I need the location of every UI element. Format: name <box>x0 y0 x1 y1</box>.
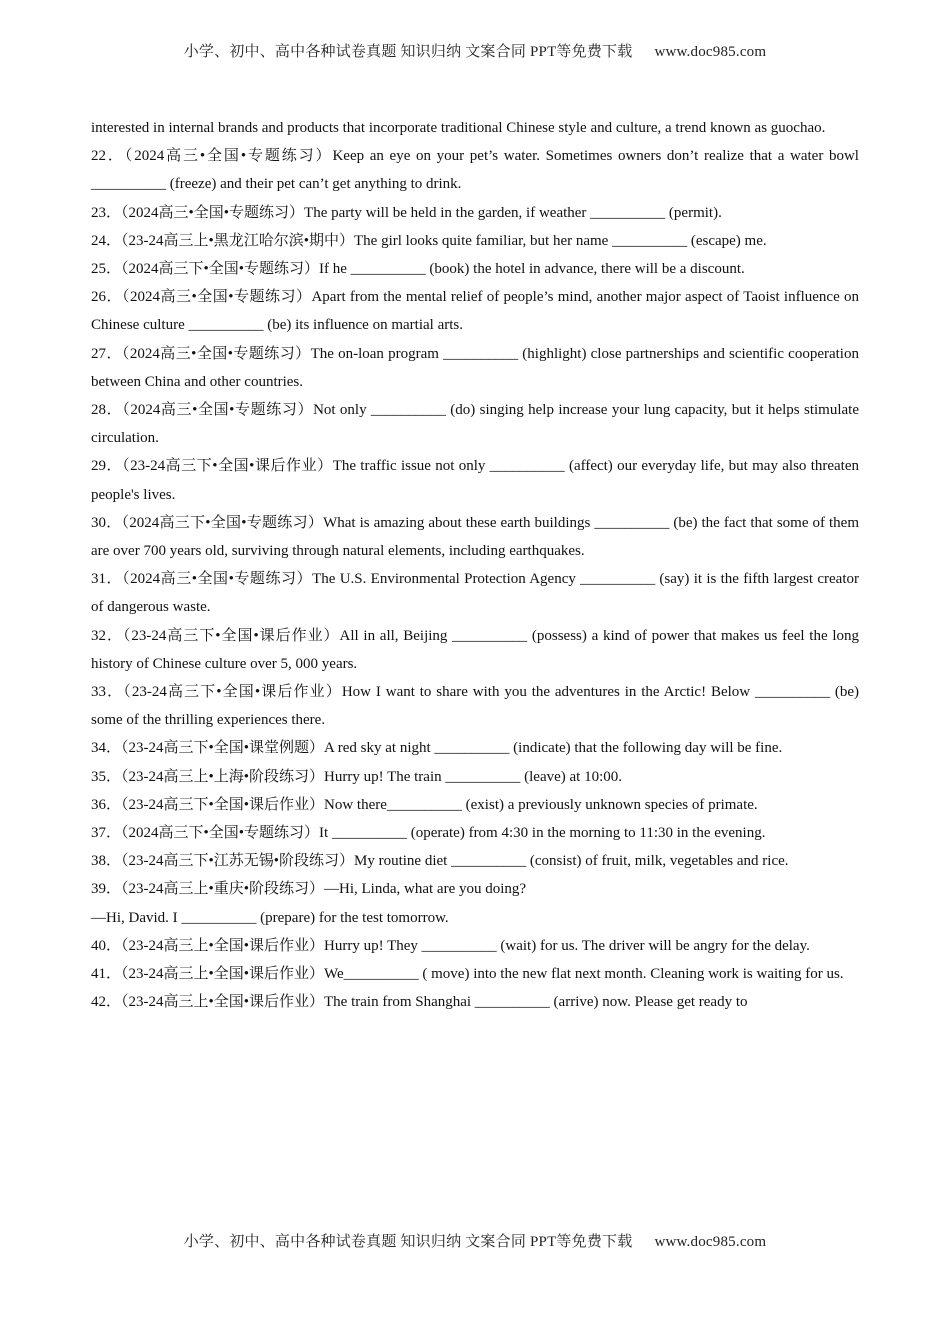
question-36 <box>91 791 859 819</box>
document-body <box>91 114 859 1017</box>
question-source: （2024高三下•全国•专题练习） <box>121 261 320 278</box>
question-source: （2024高三•全国•专题练习） <box>121 345 311 362</box>
question-text: The girl looks quite familiar, but her name __________ (escape) me. <box>354 232 767 249</box>
question-source: （2024高三下•全国•专题练习） <box>121 514 324 531</box>
question-source: （23-24高三上•全国•课后作业） <box>121 994 325 1011</box>
question-24 <box>91 227 859 255</box>
question-number: 25． <box>91 261 122 278</box>
question-number: 42． <box>91 994 122 1011</box>
question-text: Not only __________ (do) singing help increase your lung capacity, but it helps stimulate circulation. <box>91 402 859 447</box>
question-number: 24． <box>91 232 122 249</box>
question-23 <box>91 199 859 227</box>
question-source: （23-24高三上•重庆•阶段练习） <box>121 881 325 898</box>
question-number: 35． <box>91 768 122 785</box>
question-number: 32． <box>91 627 123 644</box>
question-text: The party will be held in the garden, if weather __________ (permit). <box>304 204 722 221</box>
question-22 <box>91 142 859 198</box>
question-source: （23-24高三上•全国•课后作业） <box>121 937 325 954</box>
question-text: Keep an eye on your pet’s water. Sometimes owners don’t realize that a water bowl __________ (freeze) and their pet can’t get anything to drink. <box>91 148 859 193</box>
question-text: It __________ (operate) from 4:30 in the morning to 11:30 in the evening. <box>319 825 766 842</box>
question-text: —Hi, Linda, what are you doing? <box>324 881 527 898</box>
question-39 <box>91 875 859 903</box>
question-source: （23-24高三下•江苏无锡•阶段练习） <box>121 853 355 870</box>
question-number: 27． <box>91 345 122 362</box>
question-number: 40． <box>91 937 122 954</box>
footer-text: 小学、初中、高中各种试卷真题 知识归纳 文案合同 PPT等免费下载 <box>183 1234 633 1250</box>
question-source: （23-24高三上•上海•阶段练习） <box>121 768 325 785</box>
question-text: How I want to share with you the adventures in the Arctic! Below __________ (be) some of the thrilling experiences there. <box>91 684 859 729</box>
question-number: 34． <box>91 740 122 757</box>
question-42 <box>91 988 859 1016</box>
question-text: Now there__________ (exist) a previously unknown species of primate. <box>324 796 758 813</box>
question-number: 38． <box>91 853 122 870</box>
question-text: We__________ ( move) into the new flat next month. Cleaning work is waiting for us. <box>324 966 844 983</box>
question-text: Apart from the mental relief of people’s mind, another major aspect of Taoist influence on Chinese culture __________ (be) its influence on martial arts. <box>91 289 859 334</box>
question-number: 30． <box>91 514 122 531</box>
question-text: The train from Shanghai __________ (arrive) now. Please get ready to <box>324 994 748 1011</box>
question-number: 28． <box>91 402 123 419</box>
question-source: （2024高三•全国•专题练习） <box>121 204 305 221</box>
question-28 <box>91 396 859 452</box>
question-39-reply: —Hi, David. I __________ (prepare) for the test tomorrow. <box>91 909 449 926</box>
question-number: 37． <box>91 825 122 842</box>
question-30 <box>91 509 859 565</box>
question-31 <box>91 565 859 621</box>
question-text: If he __________ (book) the hotel in advance, there will be a discount. <box>319 261 745 278</box>
question-number: 22． <box>91 148 125 165</box>
question-source: （23-24高三下•全国•课后作业） <box>123 684 342 701</box>
page-footer <box>0 1230 950 1251</box>
question-text: Hurry up! They __________ (wait) for us. The driver will be angry for the delay. <box>324 937 810 954</box>
question-number: 41． <box>91 966 122 983</box>
question-41 <box>91 960 859 988</box>
question-33 <box>91 678 859 734</box>
question-35 <box>91 763 859 791</box>
question-29 <box>91 452 859 508</box>
question-source: （23-24高三下•全国•课堂例题） <box>121 740 325 757</box>
intro-paragraph: interested in internal brands and products that incorporate traditional Chinese style and culture, a trend known as guochao. <box>91 120 826 136</box>
question-number: 29． <box>91 458 123 475</box>
question-number: 33． <box>91 684 124 701</box>
question-source: （23-24高三下•全国•课后作业） <box>122 458 333 475</box>
question-number: 23． <box>91 204 122 221</box>
question-40 <box>91 932 859 960</box>
header-text: 小学、初中、高中各种试卷真题 知识归纳 文案合同 PPT等免费下载 <box>183 44 633 60</box>
question-source: （2024高三下•全国•专题练习） <box>121 825 320 842</box>
question-text: What is amazing about these earth buildings __________ (be) the fact that some of them are over 700 years old, surviving through natural elements, including earthquakes. <box>91 514 859 560</box>
question-source: （23-24高三下•全国•课后作业） <box>122 627 340 644</box>
question-text: Hurry up! The train __________ (leave) at 10:00. <box>324 768 622 785</box>
question-34 <box>91 734 859 762</box>
question-38 <box>91 847 859 875</box>
question-25 <box>91 255 859 283</box>
question-text: The traffic issue not only __________ (affect) our everyday life, but may also threaten people's lives. <box>91 458 860 503</box>
question-source: （23-24高三下•全国•课后作业） <box>121 796 325 813</box>
question-source: （2024高三•全国•专题练习） <box>122 571 313 588</box>
question-text: A red sky at night __________ (indicate) that the following day will be fine. <box>324 740 783 757</box>
footer-site: www.doc985.com <box>654 1234 767 1250</box>
question-32 <box>91 622 859 678</box>
question-text: My routine diet __________ (consist) of fruit, milk, vegetables and rice. <box>354 853 789 870</box>
question-number: 31． <box>91 571 123 588</box>
question-text: The U.S. Environmental Protection Agency __________ (say) it is the fifth largest creator of dangerous waste. <box>91 571 859 616</box>
header-site: www.doc985.com <box>654 44 767 60</box>
question-source: （2024高三•全国•专题练习） <box>122 289 312 306</box>
question-26 <box>91 283 859 339</box>
question-source: （2024高三•全国•专题练习） <box>124 148 333 165</box>
question-source: （23-24高三上•全国•课后作业） <box>121 966 325 983</box>
question-text: The on-loan program __________ (highlight) close partnerships and scientific cooperation between China and other countries. <box>91 345 859 390</box>
question-37 <box>91 819 859 847</box>
question-27 <box>91 340 859 396</box>
question-number: 39． <box>91 881 122 898</box>
page-header <box>0 40 950 61</box>
question-text: All in all, Beijing __________ (possess) a kind of power that makes us feel the long history of Chinese culture over 5, 000 years. <box>91 627 859 672</box>
question-source: （23-24高三上•黑龙江哈尔滨•期中） <box>121 232 355 249</box>
question-number: 26． <box>91 289 122 306</box>
question-number: 36． <box>91 796 122 813</box>
question-source: （2024高三•全国•专题练习） <box>122 402 314 419</box>
